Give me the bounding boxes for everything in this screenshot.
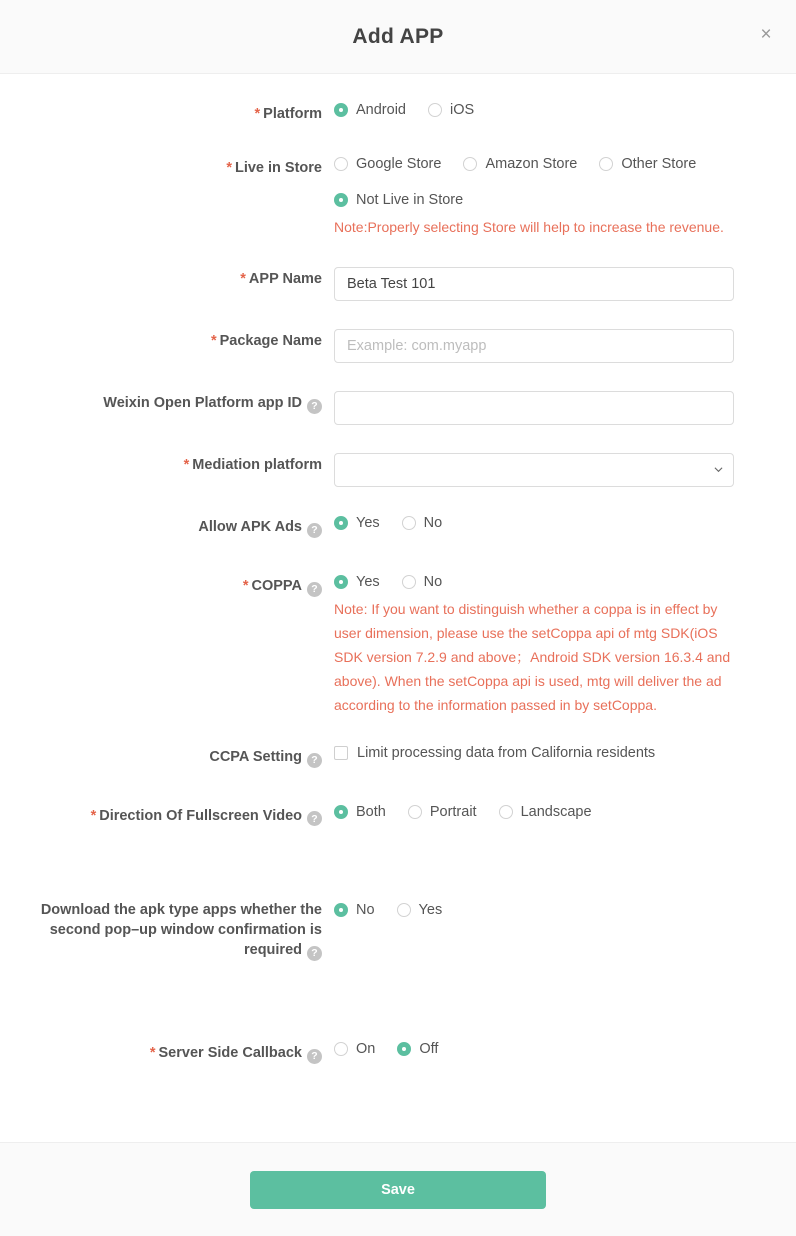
- radio-callback-off[interactable]: Off: [397, 1041, 438, 1057]
- live-in-store-radio-group: [334, 156, 736, 172]
- field-server-side-callback-label: * Server Side Callback ?: [0, 1039, 334, 1064]
- field-package-name-label: * Package Name: [210, 333, 322, 349]
- field-allow-apk-ads: [0, 513, 796, 538]
- radio-dot-icon: [397, 1042, 411, 1056]
- modal-body: [0, 74, 796, 1142]
- radio-dot-icon: [402, 575, 416, 589]
- checkbox-icon: [334, 746, 348, 760]
- checkbox-ccpa-limit[interactable]: Limit processing data from California residents: [334, 745, 736, 761]
- radio-store-not-live[interactable]: Not Live in Store: [334, 192, 463, 208]
- required-marker: *: [254, 106, 261, 122]
- live-in-store-note: Note:Properly selecting Store will help to increase the revenue.: [334, 219, 724, 235]
- coppa-radio-group: [334, 574, 736, 590]
- radio-dot-icon: [334, 193, 348, 207]
- field-live-in-store-label: * Live in Store: [226, 160, 322, 176]
- platform-radio-group: [334, 102, 736, 118]
- field-weixin-app-id-label: Weixin Open Platform app ID ?: [0, 389, 334, 414]
- server-side-callback-radio-group: [334, 1041, 736, 1057]
- field-coppa-label: * COPPA ?: [0, 572, 334, 597]
- radio-store-amazon[interactable]: Amazon Store: [463, 156, 577, 172]
- page-title: Add APP: [352, 24, 444, 48]
- radio-dot-icon: [499, 805, 513, 819]
- field-apk-second-popup-label: Download the apk type apps whether the second pop–up window confirmation is required ?: [40, 902, 322, 960]
- live-in-store-radio-group-row2: [334, 192, 736, 208]
- radio-dot-icon: [334, 103, 348, 117]
- required-marker: *: [90, 807, 97, 824]
- radio-platform-android[interactable]: Android: [334, 102, 406, 118]
- app-name-input[interactable]: [334, 267, 734, 301]
- radio-dot-icon: [463, 157, 477, 171]
- radio-allow-apk-ads-yes[interactable]: Yes: [334, 515, 380, 531]
- radio-allow-apk-ads-no[interactable]: No: [402, 515, 443, 531]
- radio-dot-icon: [402, 516, 416, 530]
- radio-dot-icon: [334, 903, 348, 917]
- field-app-name-label: * APP Name: [240, 271, 322, 287]
- radio-dot-icon: [334, 516, 348, 530]
- radio-dot-icon: [334, 575, 348, 589]
- field-ccpa-setting-label: CCPA Setting ?: [0, 743, 334, 768]
- field-coppa: [0, 572, 796, 717]
- radio-direction-landscape[interactable]: Landscape: [499, 804, 592, 820]
- field-app-name: [0, 265, 796, 301]
- radio-dot-icon: [334, 805, 348, 819]
- field-fullscreen-direction: [0, 802, 796, 827]
- radio-direction-both[interactable]: Both: [334, 804, 386, 820]
- apk-second-popup-radio-group: [334, 902, 736, 918]
- save-button[interactable]: Save: [250, 1171, 546, 1209]
- field-package-name: [0, 327, 796, 363]
- help-icon[interactable]: ?: [307, 753, 322, 768]
- radio-callback-on[interactable]: On: [334, 1041, 375, 1057]
- radio-dot-icon: [599, 157, 613, 171]
- field-server-side-callback: [0, 1039, 796, 1064]
- help-icon[interactable]: ?: [307, 523, 322, 538]
- required-marker: *: [210, 333, 217, 349]
- radio-coppa-no[interactable]: No: [402, 574, 443, 590]
- field-platform-label: * Platform: [254, 106, 322, 122]
- fullscreen-direction-radio-group: [334, 804, 736, 820]
- allow-apk-ads-radio-group: [334, 515, 736, 531]
- radio-dot-icon: [397, 903, 411, 917]
- radio-store-other[interactable]: Other Store: [599, 156, 696, 172]
- field-platform: [0, 100, 796, 124]
- help-icon[interactable]: ?: [307, 1049, 322, 1064]
- modal-header: [0, 0, 796, 74]
- required-marker: *: [226, 160, 232, 176]
- help-icon[interactable]: ?: [307, 811, 322, 826]
- field-weixin-app-id: [0, 389, 796, 425]
- radio-apk-popup-yes[interactable]: Yes: [397, 902, 443, 918]
- field-mediation-platform-label: * Mediation platform: [183, 457, 322, 473]
- field-live-in-store: [0, 154, 796, 239]
- package-name-input[interactable]: [334, 329, 734, 363]
- required-marker: *: [183, 457, 190, 473]
- required-marker: *: [242, 577, 249, 594]
- radio-dot-icon: [408, 805, 422, 819]
- radio-store-google[interactable]: Google Store: [334, 156, 441, 172]
- field-mediation-platform: [0, 451, 796, 487]
- radio-direction-portrait[interactable]: Portrait: [408, 804, 477, 820]
- mediation-platform-value: [334, 453, 734, 487]
- field-ccpa-setting: [0, 743, 796, 768]
- radio-dot-icon: [334, 1042, 348, 1056]
- radio-platform-ios[interactable]: iOS: [428, 102, 474, 118]
- weixin-app-id-input[interactable]: [334, 391, 734, 425]
- help-icon[interactable]: ?: [307, 582, 322, 597]
- radio-dot-icon: [428, 103, 442, 117]
- field-apk-second-popup: [0, 860, 796, 961]
- coppa-note: Note: If you want to distinguish whether a coppa is in effect by user dimension, please use the setCoppa api of mtg SDK(iOS SDK version 7.2.9 and above；Android SDK version 16.3.4 and above). When the setCoppa api is used, mtg will deliver the ad according to the information passed in by setCoppa.: [334, 600, 731, 713]
- radio-apk-popup-no[interactable]: No: [334, 902, 375, 918]
- help-icon[interactable]: ?: [307, 946, 322, 961]
- required-marker: *: [240, 271, 246, 287]
- field-fullscreen-direction-label: * Direction Of Fullscreen Video ?: [0, 802, 334, 827]
- radio-dot-icon: [334, 157, 348, 171]
- required-marker: *: [149, 1045, 156, 1061]
- field-allow-apk-ads-label: Allow APK Ads ?: [0, 513, 334, 538]
- mediation-platform-select[interactable]: [334, 453, 734, 487]
- close-icon[interactable]: ×: [760, 23, 772, 45]
- radio-coppa-yes[interactable]: Yes: [334, 574, 380, 590]
- modal-footer: [0, 1142, 796, 1236]
- help-icon[interactable]: ?: [307, 399, 322, 414]
